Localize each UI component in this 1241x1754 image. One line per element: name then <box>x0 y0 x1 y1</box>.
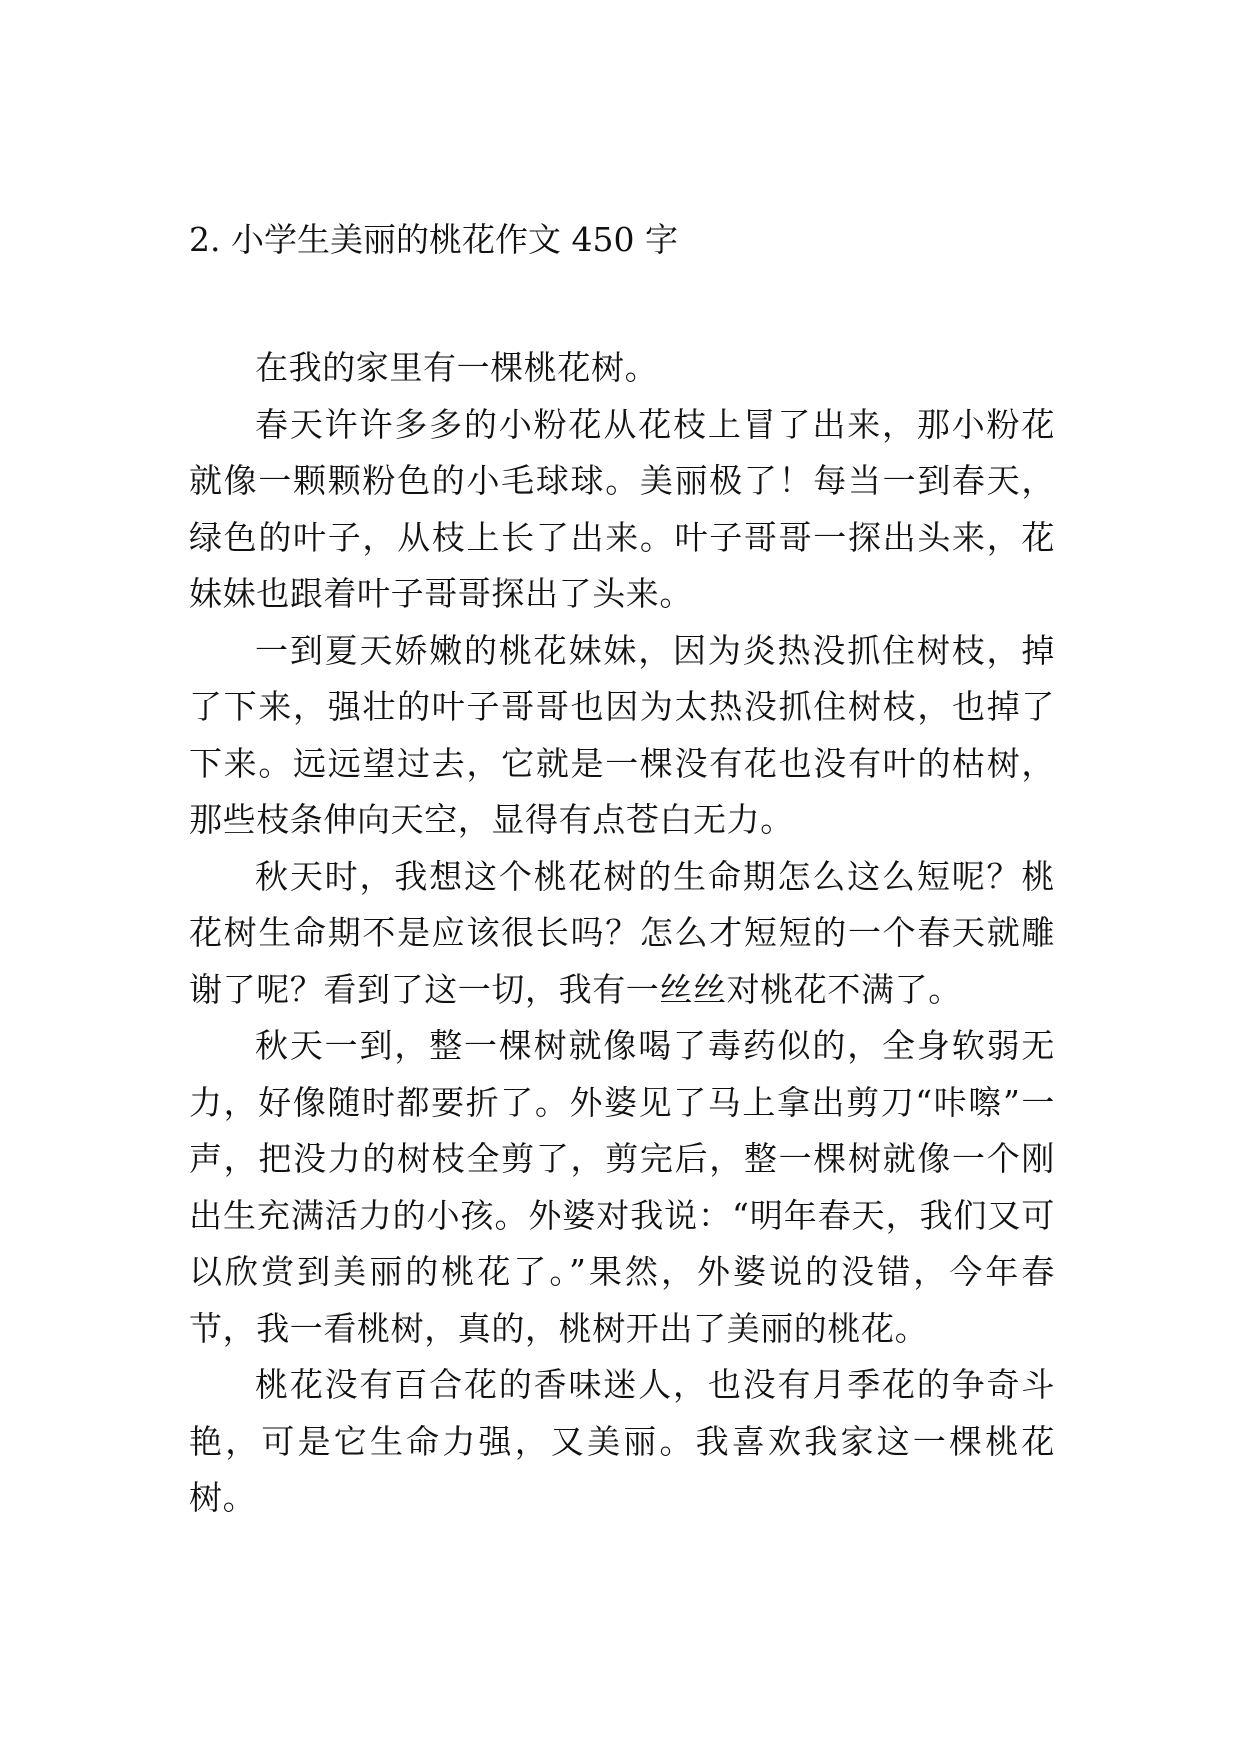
essay-body <box>189 340 1055 1527</box>
paragraph-4: 秋天时，我想这个桃花树的生命期怎么这么短呢？桃花树生命期不是应该很长吗？怎么才短短的一个春天就雕谢了呢？看到了这一切，我有一丝丝对桃花不满了。 <box>189 856 1055 1009</box>
paragraph-1: 在我的家里有一棵桃花树。 <box>255 348 659 387</box>
paragraph-5: 秋天一到，整一棵树就像喝了毒药似的，全身软弱无力，好像随时都要折了。外婆见了马上拿出剪刀“咔嚓”一声，把没力的树枝全剪了，剪完后，整一棵树就像一个刚出生充满活力的小孩。外婆对我说：“明年春天，我们又可以欣赏到美丽的桃花了。”果然，外婆说的没错，今年春节，我一看桃树，真的，桃树开出了美丽的桃花。 <box>189 1026 1055 1348</box>
paragraph-6: 桃花没有百合花的香味迷人，也没有月季花的争奇斗艳，可是它生命力强，又美丽。我喜欢我家这一棵桃花树。 <box>189 1365 1055 1517</box>
essay-title: 2. 小学生美丽的桃花作文 450 字 <box>189 220 678 259</box>
paragraph-3: 一到夏天娇嫩的桃花妹妹，因为炎热没抓住树枝，掉了下来，强壮的叶子哥哥也因为太热没抓住树枝，也掉了下来。远远望过去，它就是一棵没有花也没有叶的枯树，那些枝条伸向天空，显得有点苍白无力。 <box>189 630 1055 839</box>
paragraph-2: 春天许许多多的小粉花从花枝上冒了出来，那小粉花就像一颗颗粉色的小毛球球。美丽极了！每当一到春天，绿色的叶子，从枝上长了出来。叶子哥哥一探出头来，花妹妹也跟着叶子哥哥探出了头来。 <box>189 404 1055 613</box>
